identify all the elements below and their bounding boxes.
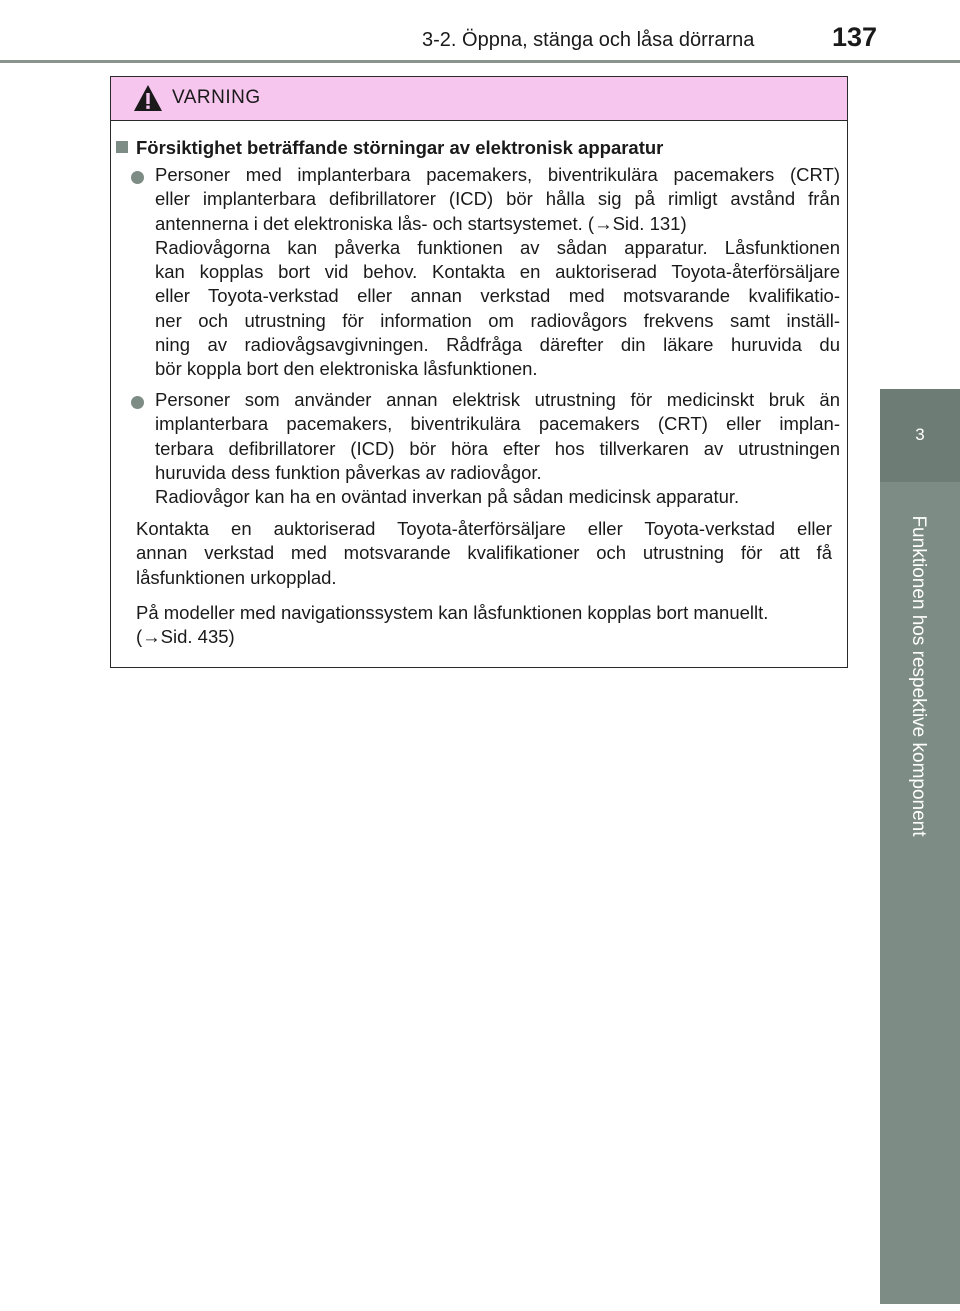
round-bullet-icon <box>131 396 144 409</box>
text-line: bör koppla bort den elektroniska låsfunktionen. <box>155 358 538 380</box>
chapter-number-block <box>880 389 960 482</box>
subheading-text: Försiktighet beträffande störningar av elektronisk apparatur <box>136 137 664 158</box>
warning-box <box>110 76 848 668</box>
warning-triangle-icon <box>133 84 163 112</box>
bullet-paragraph-1 <box>155 163 840 382</box>
warning-header <box>111 77 847 121</box>
text-line: ner och utrustning för information om radiovågors frekvens samt inställ- <box>155 309 840 331</box>
text-line: terbara defibrillatorer (ICD) bör höra efter hos tillverkaren av utrustningen <box>155 437 840 459</box>
text-line: På modeller med navigationssystem kan låsfunktionen kopplas bort manuellt. <box>136 602 769 623</box>
warning-label: VARNING <box>172 87 261 108</box>
text-line: eller implanterbara defibrillatorer (ICD) bör hålla sig på rimligt avstånd från <box>155 188 840 210</box>
header-divider <box>0 60 960 63</box>
navigation-paragraph <box>136 601 836 650</box>
bullet-paragraph-2 <box>155 388 840 509</box>
text-line: Personer med implanterbara pacemakers, biventrikulära pacemakers (CRT) <box>155 164 840 185</box>
page-number: 137 <box>832 22 878 52</box>
text-line: Radiovågor kan ha en oväntad inverkan på sådan medicinsk apparatur. <box>155 486 740 508</box>
text-line: låsfunktionen urkopplad. <box>136 566 337 588</box>
text-line: kan kopplas bort vid behov. Kontakta en auktoriserad Toyota-återförsäljare <box>155 261 840 283</box>
text-line: ning av radiovågsavgivningen. Rådfråga därefter din läkare huruvida du <box>155 334 840 356</box>
round-bullet-icon <box>131 171 144 184</box>
text-line: eller Toyota-verkstad eller annan verkstad med motsvarande kvalifikatio- <box>155 285 840 307</box>
text-line: Radiovågorna kan påverka funktionen av sådan apparatur. Låsfunktionen <box>155 236 840 258</box>
text-line: antennerna i det elektroniska lås- och startsystemet. (→Sid. 131) <box>155 212 687 234</box>
square-bullet-icon <box>116 141 128 153</box>
text-line: annan verkstad med motsvarande kvalifikationer och utrustning för att få <box>136 542 832 564</box>
text-line: Kontakta en auktoriserad Toyota-återförsäljare eller Toyota-verkstad eller <box>136 518 832 539</box>
warning-subheading <box>116 137 663 159</box>
text-line: implanterbara pacemakers, biventrikulära pacemakers (CRT) eller implan- <box>155 413 840 435</box>
chapter-title: Funktionen hos respektive komponent <box>908 515 929 837</box>
text-line: Personer som använder annan elektrisk utrustning för medicinskt bruk än <box>155 389 840 410</box>
text-line: huruvida dess funktion påverkas av radiovågor. <box>155 461 542 483</box>
chapter-number: 3 <box>915 425 925 444</box>
contact-paragraph <box>136 517 832 590</box>
section-title: 3-2. Öppna, stänga och låsa dörrarna <box>422 29 755 51</box>
text-line: (→Sid. 435) <box>136 626 235 648</box>
